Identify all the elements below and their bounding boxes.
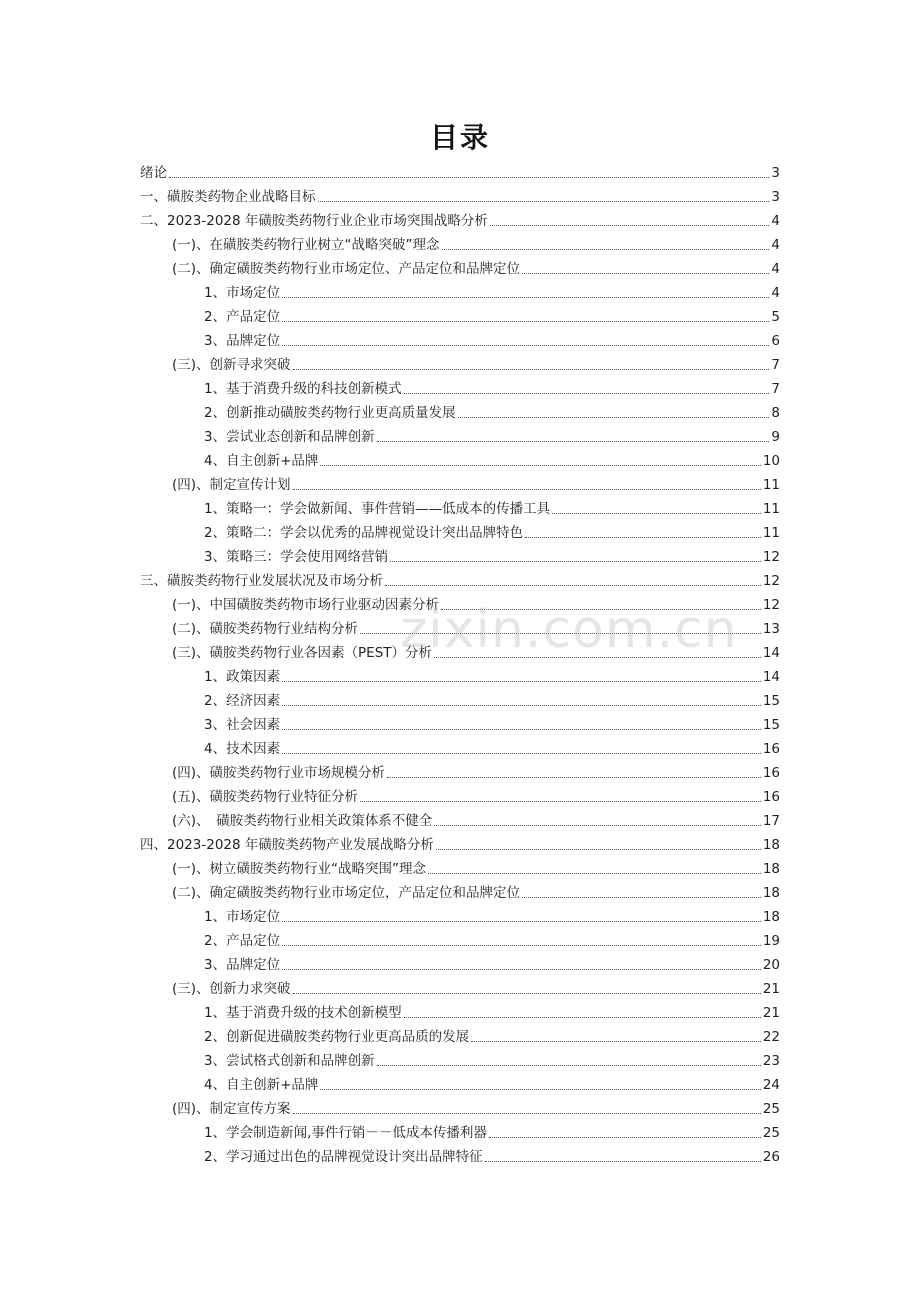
- toc-entry-page-number: 6: [771, 333, 780, 349]
- toc-leader-dots: [441, 609, 761, 610]
- toc-entry-label: (六)、 磺胺类药物行业相关政策体系不健全: [172, 813, 433, 829]
- toc-entry-label: 二、2023-2028 年磺胺类药物行业企业市场突围战略分析: [140, 213, 488, 229]
- toc-entry-page-number: 25: [762, 1101, 780, 1117]
- toc-entry-page-number: 18: [762, 861, 780, 877]
- toc-leader-dots: [360, 633, 761, 634]
- toc-entry-page-number: 3: [771, 165, 780, 181]
- toc-entry-label: 2、学习通过出色的品牌视觉设计突出品牌特征: [204, 1149, 483, 1165]
- toc-entry-page-number: 12: [762, 597, 780, 613]
- toc-entry-label: (三)、创新力求突破: [172, 981, 291, 997]
- toc-leader-dots: [293, 993, 761, 994]
- toc-entry-label: 3、策略三：学会使用网络营销: [204, 549, 389, 565]
- toc-entry-label: (一)、中国磺胺类药物市场行业驱动因素分析: [172, 597, 440, 613]
- toc-leader-dots: [428, 873, 761, 874]
- toc-leader-dots: [282, 969, 761, 970]
- page-title: 目录: [429, 121, 490, 154]
- toc-entry-label: 三、磺胺类药物行业发展状况及市场分析: [140, 573, 383, 589]
- toc-entry[interactable]: [140, 470, 780, 494]
- toc-entry-page-number: 9: [771, 429, 780, 445]
- toc-entry-label: 3、尝试业态创新和品牌创新: [204, 429, 375, 445]
- toc-entry-label: 2、创新促进磺胺类药物行业更高品质的发展: [204, 1029, 470, 1045]
- toc-entry[interactable]: [140, 590, 780, 614]
- toc-entry[interactable]: [140, 206, 780, 230]
- toc-entry[interactable]: [140, 278, 780, 302]
- toc-entry-page-number: 22: [762, 1029, 780, 1045]
- toc-entry[interactable]: [140, 350, 780, 374]
- toc-entry[interactable]: [140, 614, 780, 638]
- toc-leader-dots: [377, 441, 770, 442]
- toc-entry[interactable]: [140, 806, 780, 830]
- toc-entry-page-number: 4: [771, 213, 780, 229]
- toc-entry[interactable]: [140, 254, 780, 278]
- toc-entry-label: 绪论: [140, 165, 167, 181]
- toc-leader-dots: [360, 801, 761, 802]
- toc-entry-label: (四)、制定宣传方案: [172, 1101, 291, 1117]
- toc-entry[interactable]: [140, 854, 780, 878]
- toc-entry-label: (二)、磺胺类药物行业结构分析: [172, 621, 359, 637]
- toc-entry-page-number: 4: [771, 237, 780, 253]
- toc-entry-page-number: 13: [762, 621, 780, 637]
- toc-entry-label: (四)、磺胺类药物行业市场规模分析: [172, 765, 386, 781]
- toc-entry-page-number: 24: [762, 1077, 780, 1093]
- toc-leader-dots: [489, 1137, 761, 1138]
- toc-entry[interactable]: [140, 1046, 780, 1070]
- toc-entry[interactable]: [140, 926, 780, 950]
- toc-entry[interactable]: [140, 302, 780, 326]
- toc-leader-dots: [282, 681, 761, 682]
- toc-entry[interactable]: [140, 446, 780, 470]
- toc-entry-label: 2、产品定位: [204, 933, 281, 949]
- toc-entry-page-number: 21: [762, 981, 780, 997]
- toc-entry-label: 1、基于消费升级的技术创新模型: [204, 1005, 402, 1021]
- toc-entry[interactable]: [140, 902, 780, 926]
- toc-leader-dots: [436, 849, 761, 850]
- toc-entry-label: (一)、树立磺胺类药物行业“战略突围”理念: [172, 861, 427, 877]
- toc-leader-dots: [404, 393, 770, 394]
- toc-leader-dots: [282, 921, 761, 922]
- toc-entry-page-number: 20: [762, 957, 780, 973]
- toc-entry[interactable]: [140, 998, 780, 1022]
- toc-entry-page-number: 15: [762, 693, 780, 709]
- toc-entry-page-number: 18: [762, 885, 780, 901]
- toc-entry[interactable]: [140, 230, 780, 254]
- toc-entry-page-number: 16: [762, 741, 780, 757]
- toc-leader-dots: [525, 537, 761, 538]
- toc-entry[interactable]: [140, 158, 780, 182]
- toc-entry-page-number: 7: [771, 357, 780, 373]
- toc-leader-dots: [434, 825, 761, 826]
- toc-entry-label: 一、磺胺类药物企业战略目标: [140, 189, 316, 205]
- toc-entry[interactable]: [140, 1094, 780, 1118]
- toc-entry[interactable]: [140, 1070, 780, 1094]
- toc-entry-page-number: 8: [771, 405, 780, 421]
- toc-entry[interactable]: [140, 710, 780, 734]
- toc-entry-page-number: 11: [762, 501, 780, 517]
- toc-leader-dots: [282, 297, 769, 298]
- toc-leader-dots: [552, 513, 761, 514]
- toc-entry-page-number: 12: [762, 549, 780, 565]
- toc-entry-label: 3、品牌定位: [204, 333, 281, 349]
- toc-entry[interactable]: [140, 638, 780, 662]
- toc-entry-label: 1、政策因素: [204, 669, 281, 685]
- toc-leader-dots: [387, 777, 761, 778]
- toc-entry-label: 2、产品定位: [204, 309, 281, 325]
- toc-leader-dots: [471, 1041, 761, 1042]
- toc-leader-dots: [404, 1017, 761, 1018]
- toc-entry-label: 4、技术因素: [204, 741, 281, 757]
- toc-entry-page-number: 26: [762, 1149, 780, 1165]
- toc-entry[interactable]: [140, 878, 780, 902]
- toc-leader-dots: [442, 249, 770, 250]
- toc-leader-dots: [434, 657, 761, 658]
- toc-entry-page-number: 16: [762, 765, 780, 781]
- toc-entry-page-number: 10: [762, 453, 780, 469]
- toc-leader-dots: [377, 1065, 761, 1066]
- toc-entry-page-number: 16: [762, 789, 780, 805]
- toc-entry[interactable]: [140, 182, 780, 206]
- toc-entry-label: (一)、在磺胺类药物行业树立“战略突破”理念: [172, 237, 440, 253]
- toc-leader-dots: [522, 897, 761, 898]
- toc-entry[interactable]: [140, 1118, 780, 1142]
- toc-leader-dots: [282, 345, 769, 346]
- toc-entry-page-number: 18: [762, 837, 780, 853]
- toc-entry-label: 1、市场定位: [204, 909, 281, 925]
- toc-entry-label: 3、品牌定位: [204, 957, 281, 973]
- toc-leader-dots: [282, 321, 769, 322]
- toc-entry[interactable]: [140, 1022, 780, 1046]
- toc-entry-label: 2、策略二：学会以优秀的品牌视觉设计突出品牌特色: [204, 525, 524, 541]
- toc-entry[interactable]: [140, 518, 780, 542]
- toc-entry[interactable]: [140, 422, 780, 446]
- toc-entry-label: (三)、磺胺类药物行业各因素（PEST）分析: [172, 645, 433, 661]
- toc-entry-label: 3、社会因素: [204, 717, 281, 733]
- toc-leader-dots: [282, 729, 761, 730]
- toc-entry-page-number: 23: [762, 1053, 780, 1069]
- toc-entry[interactable]: [140, 542, 780, 566]
- toc-entry-page-number: 12: [762, 573, 780, 589]
- toc-leader-dots: [293, 489, 761, 490]
- toc-leader-dots: [169, 177, 769, 178]
- toc-leader-dots: [318, 201, 770, 202]
- toc-entry-label: 2、经济因素: [204, 693, 281, 709]
- toc-leader-dots: [385, 585, 761, 586]
- toc-entry-page-number: 11: [762, 525, 780, 541]
- toc-entry-label: 3、尝试格式创新和品牌创新: [204, 1053, 375, 1069]
- toc-entry[interactable]: [140, 374, 780, 398]
- toc-entry-page-number: 18: [762, 909, 780, 925]
- toc-leader-dots: [390, 561, 761, 562]
- toc-entry[interactable]: [140, 758, 780, 782]
- toc-entry-label: (四)、制定宣传计划: [172, 477, 291, 493]
- toc-entry[interactable]: [140, 734, 780, 758]
- toc-entry-page-number: 21: [762, 1005, 780, 1021]
- toc-leader-dots: [320, 1089, 760, 1090]
- watermark: zixin.com.cn: [400, 600, 738, 660]
- toc-entry-label: 1、基于消费升级的科技创新模式: [204, 381, 402, 397]
- toc-leader-dots: [282, 945, 761, 946]
- toc-entry-label: 4、自主创新+品牌: [204, 453, 319, 469]
- toc-entry[interactable]: [140, 782, 780, 806]
- toc-entry-page-number: 25: [762, 1125, 780, 1141]
- toc-leader-dots: [320, 465, 760, 466]
- toc-entry[interactable]: [140, 950, 780, 974]
- toc-leader-dots: [490, 225, 770, 226]
- toc-entry[interactable]: [140, 686, 780, 710]
- toc-entry-label: 1、策略一：学会做新闻、事件营销——低成本的传播工具: [204, 501, 551, 517]
- toc-leader-dots: [282, 705, 761, 706]
- toc-entry-page-number: 3: [771, 189, 780, 205]
- toc-entry[interactable]: [140, 1142, 780, 1166]
- toc-entry-label: (三)、创新寻求突破: [172, 357, 291, 373]
- toc-entry-label: 1、市场定位: [204, 285, 281, 301]
- toc-entry-page-number: 11: [762, 477, 780, 493]
- toc-entry[interactable]: [140, 494, 780, 518]
- toc-entry-page-number: 14: [762, 645, 780, 661]
- toc-entry[interactable]: [140, 326, 780, 350]
- toc-entry[interactable]: [140, 566, 780, 590]
- toc-entry[interactable]: [140, 662, 780, 686]
- toc-entry-label: 四、2023-2028 年磺胺类药物产业发展战略分析: [140, 837, 434, 853]
- toc-entry-label: 2、创新推动磺胺类药物行业更高质量发展: [204, 405, 456, 421]
- toc-leader-dots: [522, 273, 769, 274]
- toc-entry-label: 1、学会制造新闻,事件行销－－低成本传播利器: [204, 1125, 487, 1141]
- toc-entry-page-number: 4: [771, 285, 780, 301]
- toc-leader-dots: [458, 417, 770, 418]
- toc-entry[interactable]: [140, 398, 780, 422]
- toc-entry-label: 4、自主创新+品牌: [204, 1077, 319, 1093]
- toc-leader-dots: [282, 753, 761, 754]
- toc-entry-page-number: 7: [771, 381, 780, 397]
- toc-entry-page-number: 17: [762, 813, 780, 829]
- toc-leader-dots: [485, 1161, 761, 1162]
- toc-entry-label: (二)、确定磺胺类药物行业市场定位、产品定位和品牌定位: [172, 261, 521, 277]
- toc-leader-dots: [293, 369, 770, 370]
- toc-entry-page-number: 5: [771, 309, 780, 325]
- toc-entry[interactable]: [140, 830, 780, 854]
- toc-entry-page-number: 15: [762, 717, 780, 733]
- toc-leader-dots: [293, 1113, 761, 1114]
- toc-entry[interactable]: [140, 974, 780, 998]
- toc-entry-page-number: 4: [771, 261, 780, 277]
- toc-entry-label: (二)、确定磺胺类药物行业市场定位，产品定位和品牌定位: [172, 885, 521, 901]
- table-of-contents: [140, 158, 780, 1166]
- toc-entry-page-number: 14: [762, 669, 780, 685]
- toc-entry-page-number: 19: [762, 933, 780, 949]
- toc-entry-label: (五)、磺胺类药物行业特征分析: [172, 789, 359, 805]
